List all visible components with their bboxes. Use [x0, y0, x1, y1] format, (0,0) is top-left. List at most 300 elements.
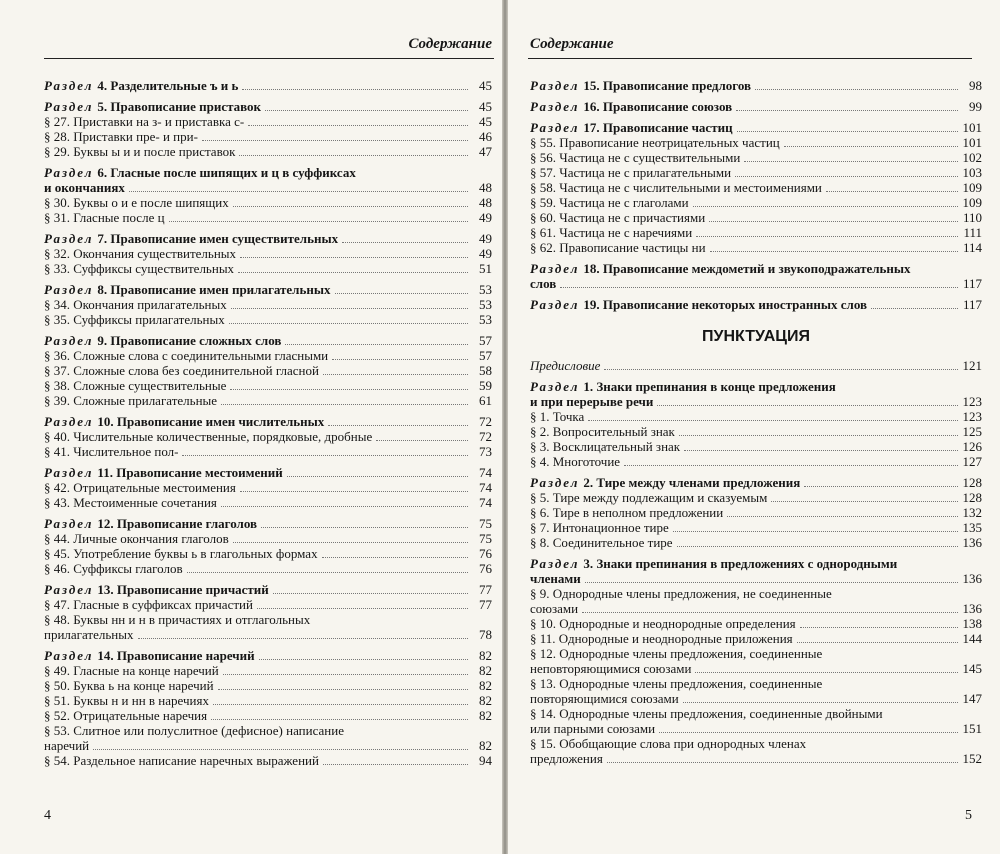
- section-title: 14. Правописание наречий: [97, 648, 255, 663]
- toc-item-text: § 31. Гласные после ц: [44, 210, 165, 225]
- toc-item[interactable]: [44, 546, 492, 561]
- toc-item-page: 136: [962, 535, 982, 550]
- section-title: 8. Правописание имен прилагательных: [97, 282, 331, 297]
- header-rule: [528, 58, 972, 59]
- section-title: 15. Правописание предлогов: [583, 78, 752, 93]
- section-heading-row[interactable]: [44, 414, 492, 429]
- section-page: 117: [962, 297, 982, 312]
- section-title-cont: и при перерыве речи: [530, 394, 654, 409]
- toc-section: [530, 379, 982, 469]
- section-heading: [530, 99, 732, 114]
- section-title: 4. Разделительные ъ и ь: [97, 78, 239, 93]
- toc-item-text: § 1. Точка: [530, 409, 585, 424]
- toc-section: [44, 465, 492, 510]
- section-title: 9. Правописание сложных слов: [97, 333, 282, 348]
- section-heading-row[interactable]: [530, 276, 982, 291]
- toc-item-text: § 62. Правописание частицы ни: [530, 240, 706, 255]
- dot-leader: [323, 764, 468, 765]
- toc-item-text: § 30. Буквы о и е после шипящих: [44, 195, 229, 210]
- toc-item-page: 123: [962, 409, 982, 424]
- dot-leader: [684, 450, 958, 451]
- dot-leader: [211, 719, 468, 720]
- section-label: Раздел: [44, 516, 94, 531]
- dot-leader: [287, 476, 468, 477]
- dot-leader: [233, 542, 468, 543]
- dot-leader: [257, 608, 468, 609]
- section-heading-row[interactable]: [44, 333, 492, 348]
- section-heading: [530, 120, 733, 135]
- toc-item-text: § 55. Правописание неотрицательных частиц: [530, 135, 780, 150]
- toc-item[interactable]: [530, 691, 982, 706]
- dot-leader: [736, 110, 958, 111]
- toc-item-text: § 45. Употребление буквы ь в глагольных формах: [44, 546, 318, 561]
- section-page: 45: [479, 78, 492, 93]
- page-number: 5: [965, 808, 972, 823]
- toc-item[interactable]: [530, 616, 982, 631]
- dot-leader: [328, 425, 468, 426]
- toc-item-text: § 52. Отрицательные наречия: [44, 708, 208, 723]
- running-head: Содержание: [530, 36, 614, 52]
- toc-item-text: § 38. Сложные существительные: [44, 378, 227, 393]
- section-heading: [44, 516, 257, 531]
- toc-item-text: § 4. Многоточие: [530, 454, 621, 469]
- toc-item[interactable]: [530, 424, 982, 439]
- section-label: Раздел: [530, 78, 580, 93]
- toc-item[interactable]: [530, 721, 982, 736]
- toc-item-page: 51: [479, 261, 492, 276]
- dot-leader: [696, 236, 958, 237]
- part-title: ПУНКТУАЦИЯ: [702, 328, 810, 345]
- toc-item-page: 101: [962, 135, 982, 150]
- toc-item-page: 111: [963, 225, 982, 240]
- section-page: 82: [479, 648, 492, 663]
- toc-item-text: § 33. Суффиксы существительных: [44, 261, 235, 276]
- dot-leader: [221, 506, 468, 507]
- table-of-contents-right: [530, 78, 982, 772]
- section-page: 136: [962, 571, 982, 586]
- toc-item-text-cont: союзами: [530, 601, 579, 616]
- section-title-cont: членами: [530, 571, 581, 586]
- header-rule: [44, 58, 494, 59]
- toc-item[interactable]: [44, 429, 492, 444]
- dot-leader: [187, 572, 468, 573]
- toc-item-page: 45: [479, 114, 492, 129]
- section-page: 98: [969, 78, 982, 93]
- toc-item-page: 49: [479, 246, 492, 261]
- dot-leader: [624, 465, 958, 466]
- toc-section: [44, 99, 492, 159]
- dot-leader: [223, 674, 468, 675]
- dot-leader: [213, 704, 468, 705]
- dot-leader: [710, 251, 958, 252]
- toc-item-page: 74: [479, 480, 492, 495]
- toc-item-page: 109: [962, 195, 982, 210]
- section-heading-row[interactable]: [44, 99, 492, 114]
- toc-item-page: 152: [962, 751, 982, 766]
- toc-item[interactable]: [44, 129, 492, 144]
- dot-leader: [871, 308, 958, 309]
- toc-item-page: 94: [479, 753, 492, 768]
- toc-item-page: 76: [479, 561, 492, 576]
- section-title: 7. Правописание имен существительных: [97, 231, 339, 246]
- toc-section: [530, 297, 982, 312]
- toc-section: [44, 165, 492, 225]
- toc-item[interactable]: [44, 114, 492, 129]
- toc-item-text: § 8. Соединительное тире: [530, 535, 673, 550]
- toc-item[interactable]: [44, 378, 492, 393]
- section-page: 101: [962, 120, 982, 135]
- section-page: 77: [479, 582, 492, 597]
- dot-leader: [273, 593, 468, 594]
- section-label: Раздел: [44, 78, 94, 93]
- toc-item-line: § 9. Однородные члены предложения, не соединенные: [530, 586, 832, 601]
- dot-leader: [784, 146, 958, 147]
- section-page: 45: [479, 99, 492, 114]
- toc-section: [44, 516, 492, 576]
- dot-leader: [585, 582, 958, 583]
- toc-item-text: § 42. Отрицательные местоимения: [44, 480, 236, 495]
- toc-item[interactable]: [44, 738, 492, 753]
- section-page: 123: [962, 394, 982, 409]
- toc-item-page: 75: [479, 531, 492, 546]
- dot-leader: [238, 272, 468, 273]
- toc-item[interactable]: [44, 753, 492, 768]
- dot-leader: [673, 531, 958, 532]
- toc-section: [530, 475, 982, 550]
- dot-leader: [800, 627, 958, 628]
- section-page: 48: [479, 180, 492, 195]
- dot-leader: [138, 638, 469, 639]
- toc-item[interactable]: [530, 210, 982, 225]
- section-heading-line: [530, 261, 982, 276]
- toc-item-text: § 39. Сложные прилагательные: [44, 393, 218, 408]
- toc-item-page: 53: [479, 312, 492, 327]
- section-label: Раздел: [44, 333, 94, 348]
- section-page: 75: [479, 516, 492, 531]
- toc-item[interactable]: [530, 439, 982, 454]
- dot-leader: [695, 672, 958, 673]
- toc-item-text: § 41. Числительное пол-: [44, 444, 179, 459]
- section-heading: [44, 333, 281, 348]
- toc-item-text: § 3. Восклицательный знак: [530, 439, 681, 454]
- toc-item-page: 126: [962, 439, 982, 454]
- toc-item-text: § 34. Окончания прилагательных: [44, 297, 227, 312]
- toc-item-page: 61: [479, 393, 492, 408]
- toc-item-page: 73: [479, 444, 492, 459]
- dot-leader: [129, 191, 468, 192]
- dot-leader: [202, 140, 468, 141]
- dot-leader: [323, 374, 468, 375]
- toc-item-page: 82: [479, 663, 492, 678]
- toc-item-text: § 57. Частица не с прилагательными: [530, 165, 732, 180]
- toc-item-page: 78: [479, 627, 492, 642]
- section-heading-row[interactable]: [44, 180, 492, 195]
- toc-item[interactable]: [530, 751, 982, 766]
- toc-item-text: § 36. Сложные слова с соединительными гласными: [44, 348, 329, 363]
- section-label: Раздел: [44, 582, 94, 597]
- toc-item[interactable]: [44, 597, 492, 612]
- toc-section: [530, 78, 982, 93]
- dot-leader: [182, 455, 468, 456]
- section-heading: [44, 231, 338, 246]
- toc-section: [530, 99, 982, 114]
- toc-item[interactable]: [44, 348, 492, 363]
- toc-section: [44, 333, 492, 408]
- section-heading: [530, 475, 800, 490]
- toc-item-page: 103: [962, 165, 982, 180]
- section-title: 6. Гласные после шипящих и ц в суффиксах: [97, 165, 356, 180]
- dot-leader: [755, 89, 958, 90]
- toc-item-text: § 5. Тире между подлежащим и сказуемым: [530, 490, 768, 505]
- toc-item-page: 144: [962, 631, 982, 646]
- toc-item-page: 125: [962, 424, 982, 439]
- section-heading-row[interactable]: [44, 78, 492, 93]
- toc-item-page: 82: [479, 693, 492, 708]
- toc-item[interactable]: [44, 363, 492, 378]
- toc-spelling-sections: [530, 78, 982, 312]
- section-heading-row[interactable]: [44, 582, 492, 597]
- section-title: 18. Правописание междометий и звукоподражательных: [583, 261, 911, 276]
- toc-item-page: 48: [479, 195, 492, 210]
- toc-item[interactable]: [530, 165, 982, 180]
- section-heading-line: [44, 165, 492, 180]
- dot-leader: [261, 527, 468, 528]
- toc-section: [530, 261, 982, 291]
- section-title: 3. Знаки препинания в предложениях с однородными: [583, 556, 898, 571]
- section-label: Раздел: [44, 165, 94, 180]
- dot-leader: [93, 749, 468, 750]
- section-heading-row[interactable]: [44, 516, 492, 531]
- toc-item[interactable]: [44, 210, 492, 225]
- section-title: 11. Правописание местоимений: [97, 465, 283, 480]
- dot-leader: [332, 359, 468, 360]
- toc-item[interactable]: [530, 240, 982, 255]
- toc-item-line: § 14. Однородные члены предложения, соединенные двойными: [530, 706, 883, 721]
- dot-leader: [797, 642, 958, 643]
- toc-item[interactable]: [530, 601, 982, 616]
- section-title-cont: слов: [530, 276, 557, 291]
- section-heading-row[interactable]: [44, 648, 492, 663]
- toc-row[interactable]: [530, 358, 982, 373]
- toc-item-page: 109: [962, 180, 982, 195]
- toc-item-page: 102: [962, 150, 982, 165]
- toc-item[interactable]: [44, 708, 492, 723]
- dot-leader: [322, 557, 468, 558]
- section-heading-row[interactable]: [530, 297, 982, 312]
- toc-item-page: 74: [479, 495, 492, 510]
- section-label: Раздел: [530, 297, 580, 312]
- toc-section: [44, 282, 492, 327]
- toc-item-page: 127: [962, 454, 982, 469]
- toc-item-page: 46: [479, 129, 492, 144]
- section-heading-row[interactable]: [44, 282, 492, 297]
- section-heading: [44, 99, 261, 114]
- running-head: Содержание: [408, 36, 492, 52]
- toc-item[interactable]: [530, 631, 982, 646]
- toc-item[interactable]: [530, 505, 982, 520]
- section-page: 53: [479, 282, 492, 297]
- section-title: 16. Правописание союзов: [583, 99, 733, 114]
- section-page: 74: [479, 465, 492, 480]
- toc-item-page: 147: [962, 691, 982, 706]
- section-label: Раздел: [530, 556, 580, 571]
- toc-item-page: 114: [962, 240, 982, 255]
- section-heading-row[interactable]: [530, 475, 982, 490]
- section-page: 128: [962, 475, 982, 490]
- toc-item-text: § 10. Однородные и неоднородные определения: [530, 616, 796, 631]
- section-heading-row[interactable]: [530, 120, 982, 135]
- toc-item[interactable]: [44, 444, 492, 459]
- toc-item-text-cont: наречий: [44, 738, 90, 753]
- section-page: 72: [479, 414, 492, 429]
- toc-item-page: 132: [962, 505, 982, 520]
- toc-item-page: 82: [479, 678, 492, 693]
- toc-item[interactable]: [530, 661, 982, 676]
- dot-leader: [677, 546, 958, 547]
- toc-item[interactable]: [44, 495, 492, 510]
- toc-item-line: § 15. Обобщающие слова при однородных членах: [530, 736, 807, 751]
- section-title: 5. Правописание приставок: [97, 99, 262, 114]
- section-page: 57: [479, 333, 492, 348]
- toc-item-page: 135: [962, 520, 982, 535]
- toc-item-text: § 37. Сложные слова без соединительной гласной: [44, 363, 319, 378]
- section-label: Раздел: [44, 648, 94, 663]
- section-page: 117: [962, 276, 982, 291]
- toc-item-page: 77: [479, 597, 492, 612]
- section-heading: [44, 465, 283, 480]
- section-title: 12. Правописание глаголов: [97, 516, 258, 531]
- toc-item[interactable]: [44, 678, 492, 693]
- toc-item[interactable]: [44, 627, 492, 642]
- toc-item[interactable]: [44, 144, 492, 159]
- dot-leader: [771, 501, 958, 502]
- dot-leader: [239, 155, 468, 156]
- toc-item[interactable]: [44, 693, 492, 708]
- toc-item[interactable]: [44, 195, 492, 210]
- dot-leader: [335, 293, 469, 294]
- toc-item[interactable]: [44, 663, 492, 678]
- dot-leader: [218, 689, 468, 690]
- toc-item-page: 49: [479, 210, 492, 225]
- section-title: 2. Тире между членами предложения: [583, 475, 801, 490]
- toc-item[interactable]: [530, 180, 982, 195]
- page-number: 4: [44, 808, 51, 823]
- toc-item[interactable]: [530, 195, 982, 210]
- section-title-cont: и окончаниях: [44, 180, 125, 195]
- dot-leader: [709, 221, 958, 222]
- toc-item[interactable]: [44, 531, 492, 546]
- dot-leader: [285, 344, 468, 345]
- toc-item[interactable]: [530, 490, 982, 505]
- section-heading-row[interactable]: [530, 571, 982, 586]
- dot-leader: [233, 206, 468, 207]
- toc-item-text: § 46. Суффиксы глаголов: [44, 561, 183, 576]
- right-page: [508, 0, 1000, 854]
- toc-item-page: 72: [479, 429, 492, 444]
- toc-item-text: § 44. Личные окончания глаголов: [44, 531, 229, 546]
- toc-item-page: 136: [962, 601, 982, 616]
- section-label: Раздел: [44, 99, 94, 114]
- section-heading: [44, 582, 269, 597]
- toc-item-text: § 11. Однородные и неоднородные приложения: [530, 631, 793, 646]
- toc-item-text-cont: или парными союзами: [530, 721, 656, 736]
- dot-leader: [727, 516, 958, 517]
- toc-item-text: § 29. Буквы ы и и после приставок: [44, 144, 236, 159]
- toc-item-page: 53: [479, 297, 492, 312]
- toc-item-text: § 2. Вопросительный знак: [530, 424, 675, 439]
- toc-section: [44, 231, 492, 276]
- toc-item-page: 59: [479, 378, 492, 393]
- toc-item[interactable]: [530, 520, 982, 535]
- dot-leader: [604, 369, 958, 370]
- section-heading: [44, 414, 324, 429]
- toc-item-text: § 58. Частица не с числительными и местоимениями: [530, 180, 822, 195]
- dot-leader: [231, 308, 468, 309]
- toc-item[interactable]: [44, 393, 492, 408]
- section-heading-row[interactable]: [44, 465, 492, 480]
- toc-punctuation-sections: [530, 379, 982, 766]
- toc-item-text: § 35. Суффиксы прилагательных: [44, 312, 225, 327]
- toc-item[interactable]: [530, 135, 982, 150]
- toc-item-page: 151: [962, 721, 982, 736]
- section-heading: [44, 282, 331, 297]
- dot-leader: [744, 161, 958, 162]
- section-heading-row[interactable]: [44, 231, 492, 246]
- toc-section: [44, 414, 492, 459]
- toc-item-text-cont: повторяющимися союзами: [530, 691, 679, 706]
- toc-row-text: Предисловие: [530, 358, 601, 373]
- toc-item-text-cont: неповторяющимися союзами: [530, 661, 692, 676]
- toc-item-text: § 59. Частица не с глаголами: [530, 195, 689, 210]
- toc-item-page: 82: [479, 738, 492, 753]
- section-page: 99: [969, 99, 982, 114]
- toc-item[interactable]: [530, 535, 982, 550]
- toc-item-line: § 48. Буквы нн и н в причастиях и отглагольных: [44, 612, 311, 627]
- section-label: Раздел: [530, 475, 580, 490]
- toc-item-line: § 13. Однородные члены предложения, соединенные: [530, 676, 823, 691]
- toc-item-page: 58: [479, 363, 492, 378]
- toc-row-page: 121: [962, 358, 982, 373]
- toc-item-page: 76: [479, 546, 492, 561]
- toc-section: [44, 648, 492, 768]
- section-heading: [530, 78, 751, 93]
- dot-leader: [659, 732, 958, 733]
- toc-item[interactable]: [530, 225, 982, 240]
- toc-item[interactable]: [44, 480, 492, 495]
- preface-entry: [530, 358, 982, 373]
- section-heading: [44, 78, 238, 93]
- toc-item[interactable]: [530, 454, 982, 469]
- toc-item[interactable]: [44, 561, 492, 576]
- section-heading-row[interactable]: [530, 394, 982, 409]
- toc-item[interactable]: [530, 409, 982, 424]
- toc-item-text: § 43. Местоименные сочетания: [44, 495, 217, 510]
- toc-item-text: § 56. Частица не с существительными: [530, 150, 741, 165]
- dot-leader: [259, 659, 468, 660]
- section-label: Раздел: [530, 120, 580, 135]
- section-heading-line: [530, 556, 982, 571]
- toc-item-page: 138: [962, 616, 982, 631]
- toc-item[interactable]: [44, 297, 492, 312]
- section-title: 13. Правописание причастий: [97, 582, 269, 597]
- toc-item[interactable]: [44, 312, 492, 327]
- toc-item[interactable]: [44, 246, 492, 261]
- toc-item[interactable]: [44, 261, 492, 276]
- section-heading-row[interactable]: [530, 99, 982, 114]
- toc-item-text: § 7. Интонационное тире: [530, 520, 669, 535]
- section-heading-row[interactable]: [530, 78, 982, 93]
- toc-item[interactable]: [530, 150, 982, 165]
